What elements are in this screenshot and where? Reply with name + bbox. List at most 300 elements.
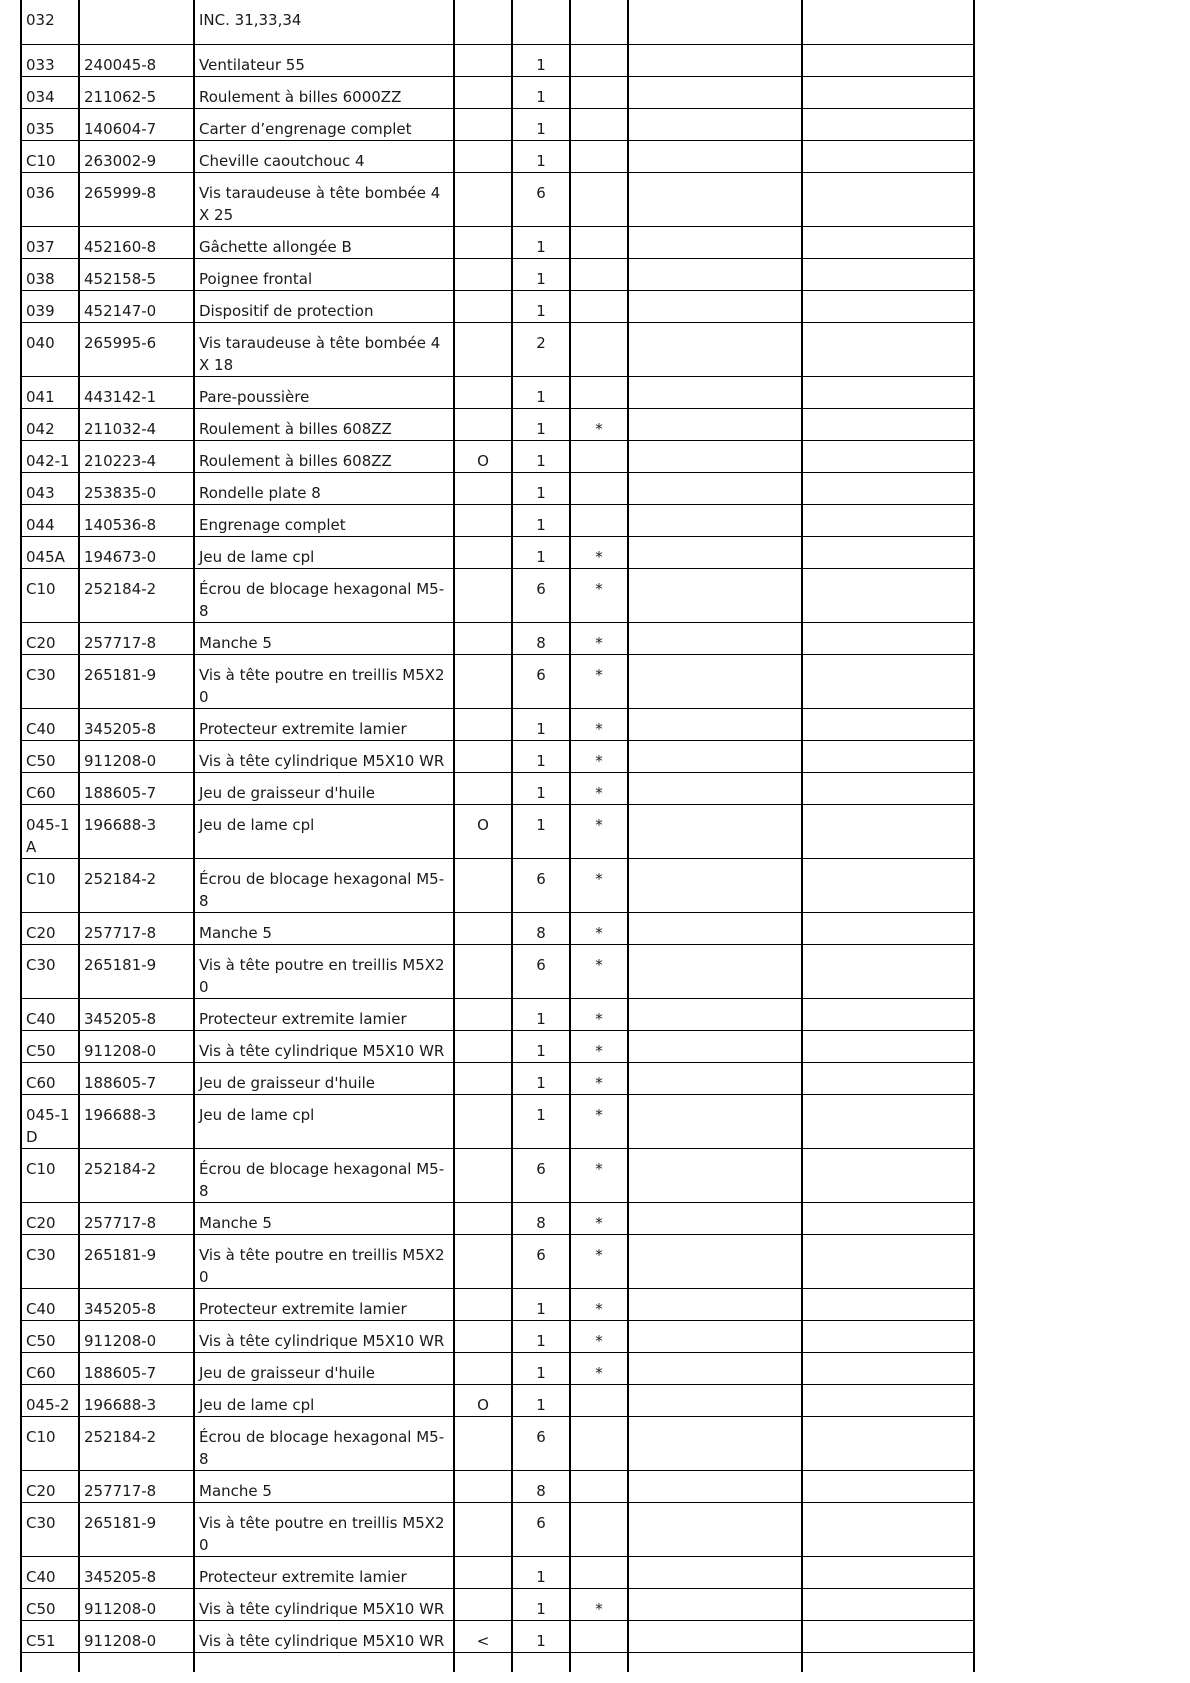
item-number-cell — [21, 568, 79, 622]
description-cell — [194, 740, 454, 772]
remark-cell — [802, 1148, 974, 1202]
table-row — [21, 1416, 974, 1470]
item-number-text: C10 — [26, 1159, 56, 1178]
description-cell — [194, 1416, 454, 1470]
table-row — [21, 1202, 974, 1234]
part-number-cell — [79, 440, 194, 472]
marker-text: * — [595, 751, 603, 770]
part-number-text: 452158-5 — [84, 269, 157, 288]
note-cell — [628, 108, 802, 140]
part-number-cell — [79, 804, 194, 858]
table-row — [21, 440, 974, 472]
item-number-cell — [21, 290, 79, 322]
description-cell — [194, 76, 454, 108]
remark-cell — [802, 1352, 974, 1384]
description-text: Jeu de graisseur d'huile — [199, 1363, 376, 1382]
table-row — [21, 740, 974, 772]
remark-cell — [802, 1556, 974, 1588]
quantity-text: 1 — [536, 1299, 546, 1318]
note-cell — [628, 944, 802, 998]
quantity-text: 6 — [536, 579, 546, 598]
item-number-text: 042-1 — [26, 451, 70, 470]
note-cell — [628, 1148, 802, 1202]
remark-cell — [802, 1416, 974, 1470]
marker-cell — [570, 998, 628, 1030]
item-number-text: C20 — [26, 1481, 56, 1500]
quantity-text: 1 — [536, 1363, 546, 1382]
note-cell — [628, 740, 802, 772]
description-cell — [194, 858, 454, 912]
item-number-cell — [21, 472, 79, 504]
marker-text — [575, 1653, 623, 1662]
option-text — [459, 1653, 507, 1662]
description-text: Rondelle plate 8 — [199, 483, 321, 502]
part-number-text: 196688-3 — [84, 1395, 157, 1414]
quantity-cell — [512, 76, 570, 108]
part-number-text: 452160-8 — [84, 237, 157, 256]
marker-text: * — [595, 1009, 603, 1028]
marker-text — [575, 0, 623, 9]
description-text: Manche 5 — [199, 633, 272, 652]
marker-text: * — [595, 1073, 603, 1092]
note-cell — [628, 440, 802, 472]
quantity-cell — [512, 998, 570, 1030]
description-text: Écrou de blocage hexagonal M5-8 — [199, 1159, 445, 1200]
item-number-cell — [21, 1416, 79, 1470]
quantity-cell — [512, 1030, 570, 1062]
part-number-cell — [79, 912, 194, 944]
quantity-cell — [512, 912, 570, 944]
option-cell — [454, 1620, 512, 1652]
note-cell — [628, 1588, 802, 1620]
description-text: Vis à tête cylindrique M5X10 WR — [199, 1041, 445, 1060]
marker-cell — [570, 536, 628, 568]
item-number-text: C30 — [26, 955, 56, 974]
marker-text: * — [595, 1363, 603, 1382]
marker-text — [575, 377, 623, 386]
option-cell — [454, 408, 512, 440]
quantity-cell — [512, 376, 570, 408]
option-text — [459, 945, 507, 954]
quantity-cell — [512, 858, 570, 912]
description-text: Jeu de lame cpl — [199, 1105, 315, 1124]
item-number-text: C40 — [26, 1009, 56, 1028]
option-text — [459, 291, 507, 300]
note-cell — [628, 376, 802, 408]
quantity-text: 1 — [536, 815, 546, 834]
description-cell — [194, 290, 454, 322]
quantity-cell — [512, 1470, 570, 1502]
item-number-text: C60 — [26, 783, 56, 802]
marker-text: * — [595, 1599, 603, 1618]
marker-text: * — [595, 783, 603, 802]
description-cell — [194, 376, 454, 408]
quantity-text: 1 — [536, 151, 546, 170]
marker-text: * — [595, 579, 603, 598]
option-text — [459, 773, 507, 782]
remark-cell — [802, 1502, 974, 1556]
option-cell — [454, 858, 512, 912]
part-number-text: 194673-0 — [84, 547, 157, 566]
description-text: Vis à tête cylindrique M5X10 WR — [199, 1599, 445, 1618]
table-row — [21, 1556, 974, 1588]
note-cell — [628, 226, 802, 258]
note-cell — [628, 998, 802, 1030]
item-number-cell — [21, 440, 79, 472]
description-text: Écrou de blocage hexagonal M5-8 — [199, 1427, 445, 1468]
remark-cell — [802, 226, 974, 258]
option-text: O — [477, 815, 489, 834]
marker-cell — [570, 1352, 628, 1384]
description-cell — [194, 258, 454, 290]
note-cell — [628, 322, 802, 376]
item-number-text: 045-1A — [26, 815, 70, 856]
note-cell — [628, 708, 802, 740]
part-number-text: 211032-4 — [84, 419, 157, 438]
option-cell — [454, 944, 512, 998]
quantity-cell — [512, 1320, 570, 1352]
part-number-text: 265181-9 — [84, 1245, 157, 1264]
remark-cell — [802, 172, 974, 226]
marker-text: * — [595, 1105, 603, 1124]
description-cell — [194, 772, 454, 804]
item-number-text: C60 — [26, 1073, 56, 1092]
option-cell — [454, 804, 512, 858]
item-number-cell — [21, 1652, 79, 1672]
option-cell — [454, 322, 512, 376]
remark-cell — [802, 1234, 974, 1288]
quantity-text: 1 — [536, 1073, 546, 1092]
description-cell — [194, 440, 454, 472]
marker-text: * — [595, 1213, 603, 1232]
item-number-text: C51 — [26, 1631, 56, 1650]
marker-cell — [570, 654, 628, 708]
option-text — [459, 537, 507, 546]
description-text: Ventilateur 55 — [199, 55, 305, 74]
marker-text — [575, 259, 623, 268]
description-text: Vis à tête cylindrique M5X10 WR — [199, 751, 445, 770]
remark-cell — [802, 440, 974, 472]
table-row — [21, 536, 974, 568]
quantity-cell — [512, 1352, 570, 1384]
marker-cell — [570, 226, 628, 258]
option-text — [459, 473, 507, 482]
description-cell — [194, 912, 454, 944]
option-cell — [454, 1352, 512, 1384]
quantity-cell — [512, 1094, 570, 1148]
option-cell — [454, 772, 512, 804]
option-text — [459, 1289, 507, 1298]
quantity-cell — [512, 536, 570, 568]
description-text: Vis taraudeuse à tête bombée 4X 18 — [199, 333, 441, 374]
part-number-cell — [79, 140, 194, 172]
part-number-cell — [79, 740, 194, 772]
item-number-cell — [21, 140, 79, 172]
remark-cell — [802, 1320, 974, 1352]
marker-cell — [570, 1384, 628, 1416]
description-cell — [194, 44, 454, 76]
option-cell — [454, 740, 512, 772]
quantity-text: 6 — [536, 1427, 546, 1446]
description-cell — [194, 536, 454, 568]
option-text — [459, 1557, 507, 1566]
note-cell — [628, 504, 802, 536]
remark-cell — [802, 108, 974, 140]
note-cell — [628, 1416, 802, 1470]
quantity-cell — [512, 258, 570, 290]
quantity-cell — [512, 568, 570, 622]
note-cell — [628, 1094, 802, 1148]
part-number-cell — [79, 44, 194, 76]
marker-text — [575, 109, 623, 118]
part-number-cell — [79, 1588, 194, 1620]
marker-text — [575, 1417, 623, 1426]
remark-cell — [802, 622, 974, 654]
remark-cell — [802, 376, 974, 408]
part-number-cell — [79, 108, 194, 140]
table-row — [21, 1384, 974, 1416]
quantity-cell — [512, 108, 570, 140]
marker-text: * — [595, 869, 603, 888]
item-number-cell — [21, 708, 79, 740]
quantity-text: 8 — [536, 633, 546, 652]
remark-cell — [802, 772, 974, 804]
quantity-text: 1 — [536, 1331, 546, 1350]
item-number-cell — [21, 258, 79, 290]
item-number-text: 041 — [26, 387, 55, 406]
quantity-text: 1 — [536, 1567, 546, 1586]
marker-text: * — [595, 633, 603, 652]
option-cell — [454, 440, 512, 472]
option-text — [459, 1063, 507, 1072]
part-number-text: 345205-8 — [84, 1567, 157, 1586]
item-number-cell — [21, 1470, 79, 1502]
option-text — [459, 1235, 507, 1244]
quantity-cell — [512, 654, 570, 708]
marker-text — [575, 173, 623, 182]
item-number-text: 043 — [26, 483, 55, 502]
description-text: Vis à tête cylindrique M5X10 WR — [199, 1631, 445, 1650]
description-cell — [194, 1094, 454, 1148]
part-number-cell — [79, 1234, 194, 1288]
item-number-text: 040 — [26, 333, 55, 352]
description-text: Poignee frontal — [199, 269, 313, 288]
remark-cell — [802, 76, 974, 108]
item-number-text: C10 — [26, 579, 56, 598]
item-number-cell — [21, 1030, 79, 1062]
part-number-cell — [79, 408, 194, 440]
part-number-text: 265181-9 — [84, 665, 157, 684]
item-number-cell — [21, 1288, 79, 1320]
option-text — [459, 409, 507, 418]
part-number-cell — [79, 1202, 194, 1234]
remark-cell — [802, 912, 974, 944]
part-number-cell — [79, 1620, 194, 1652]
item-number-cell — [21, 108, 79, 140]
description-cell — [194, 1620, 454, 1652]
note-cell — [628, 568, 802, 622]
note-cell — [628, 76, 802, 108]
remark-cell — [802, 740, 974, 772]
option-cell — [454, 1202, 512, 1234]
item-number-text: C50 — [26, 1599, 56, 1618]
quantity-text: 1 — [536, 55, 546, 74]
item-number-text: C30 — [26, 1513, 56, 1532]
note-cell — [628, 408, 802, 440]
note-cell — [628, 804, 802, 858]
table-row — [21, 1470, 974, 1502]
remark-cell — [802, 708, 974, 740]
part-number-cell — [79, 1062, 194, 1094]
option-cell — [454, 1320, 512, 1352]
quantity-text: 1 — [536, 119, 546, 138]
note-cell — [628, 1352, 802, 1384]
option-text — [459, 377, 507, 386]
part-number-text: 265995-6 — [84, 333, 157, 352]
description-text: Roulement à billes 608ZZ — [199, 419, 392, 438]
part-number-text: 265181-9 — [84, 955, 157, 974]
option-text — [459, 623, 507, 632]
quantity-cell — [512, 140, 570, 172]
option-cell — [454, 1288, 512, 1320]
item-number-cell — [21, 772, 79, 804]
marker-cell — [570, 290, 628, 322]
part-number-cell — [79, 1416, 194, 1470]
option-text — [459, 1503, 507, 1512]
part-number-text: 252184-2 — [84, 1427, 157, 1446]
option-text — [459, 505, 507, 514]
marker-cell — [570, 140, 628, 172]
part-number-text: 257717-8 — [84, 923, 157, 942]
table-row — [21, 1288, 974, 1320]
marker-text — [575, 45, 623, 54]
option-text: O — [477, 1395, 489, 1414]
part-number-text: 257717-8 — [84, 633, 157, 652]
note-cell — [628, 1556, 802, 1588]
part-number-cell — [79, 998, 194, 1030]
quantity-cell — [512, 504, 570, 536]
quantity-cell — [512, 1288, 570, 1320]
note-cell — [628, 622, 802, 654]
item-number-text: 035 — [26, 119, 55, 138]
part-number-text: 188605-7 — [84, 1073, 157, 1092]
description-text: Vis à tête cylindrique M5X10 WR — [199, 1331, 445, 1350]
part-number-text: 443142-1 — [84, 387, 157, 406]
option-cell — [454, 44, 512, 76]
remark-cell — [802, 504, 974, 536]
option-cell — [454, 290, 512, 322]
remark-cell — [802, 258, 974, 290]
marker-cell — [570, 1202, 628, 1234]
quantity-text: 1 — [536, 1105, 546, 1124]
item-number-text: C30 — [26, 665, 56, 684]
part-number-text: 265181-9 — [84, 1513, 157, 1532]
table-row — [21, 622, 974, 654]
note-cell — [628, 258, 802, 290]
part-number-text: 196688-3 — [84, 815, 157, 834]
item-number-cell — [21, 1094, 79, 1148]
item-number-text: C50 — [26, 1041, 56, 1060]
marker-cell — [570, 1320, 628, 1352]
quantity-cell — [512, 472, 570, 504]
option-text — [459, 323, 507, 332]
marker-text — [575, 141, 623, 150]
option-cell — [454, 1556, 512, 1588]
quantity-text: 2 — [536, 333, 546, 352]
remark-cell — [802, 140, 974, 172]
part-number-cell — [79, 1352, 194, 1384]
marker-cell — [570, 440, 628, 472]
description-text: Vis à tête poutre en treillis M5X20 — [199, 1513, 445, 1554]
quantity-text: 6 — [536, 1245, 546, 1264]
part-number-cell — [79, 772, 194, 804]
note-cell — [628, 1288, 802, 1320]
description-cell — [194, 1062, 454, 1094]
item-number-text: 045A — [26, 547, 65, 566]
part-number-cell — [79, 0, 194, 44]
part-number-cell — [79, 536, 194, 568]
part-number-text: 211062-5 — [84, 87, 157, 106]
description-cell — [194, 140, 454, 172]
item-number-text: C40 — [26, 1299, 56, 1318]
marker-cell — [570, 1652, 628, 1672]
marker-cell — [570, 1470, 628, 1502]
marker-text: * — [595, 719, 603, 738]
part-number-cell — [79, 258, 194, 290]
part-number-text: 252184-2 — [84, 1159, 157, 1178]
description-cell — [194, 654, 454, 708]
note-cell — [628, 858, 802, 912]
option-text — [459, 141, 507, 150]
item-number-text: C40 — [26, 719, 56, 738]
description-text: Roulement à billes 608ZZ — [199, 451, 392, 470]
description-cell — [194, 1320, 454, 1352]
option-text — [459, 0, 507, 9]
part-number-text: 345205-8 — [84, 719, 157, 738]
option-text — [459, 859, 507, 868]
marker-cell — [570, 44, 628, 76]
marker-cell — [570, 1556, 628, 1588]
part-number-cell — [79, 76, 194, 108]
description-cell — [194, 804, 454, 858]
option-text — [459, 173, 507, 182]
marker-text: * — [595, 955, 603, 974]
quantity-text: 6 — [536, 665, 546, 684]
table-row — [21, 0, 974, 44]
quantity-cell — [512, 322, 570, 376]
quantity-text: 1 — [536, 751, 546, 770]
item-number-text: C10 — [26, 1427, 56, 1446]
table-row — [21, 1320, 974, 1352]
remark-cell — [802, 998, 974, 1030]
quantity-cell — [512, 622, 570, 654]
item-number-text: C10 — [26, 869, 56, 888]
table-row — [21, 258, 974, 290]
description-text: Écrou de blocage hexagonal M5-8 — [199, 579, 445, 620]
marker-text — [575, 441, 623, 450]
description-text: Manche 5 — [199, 1481, 272, 1500]
item-number-cell — [21, 858, 79, 912]
marker-text: * — [595, 1331, 603, 1350]
marker-cell — [570, 804, 628, 858]
remark-cell — [802, 290, 974, 322]
table-row — [21, 140, 974, 172]
marker-text — [575, 1471, 623, 1480]
marker-text: * — [595, 665, 603, 684]
marker-text: * — [595, 1159, 603, 1178]
item-number-cell — [21, 998, 79, 1030]
option-text: O — [477, 451, 489, 470]
